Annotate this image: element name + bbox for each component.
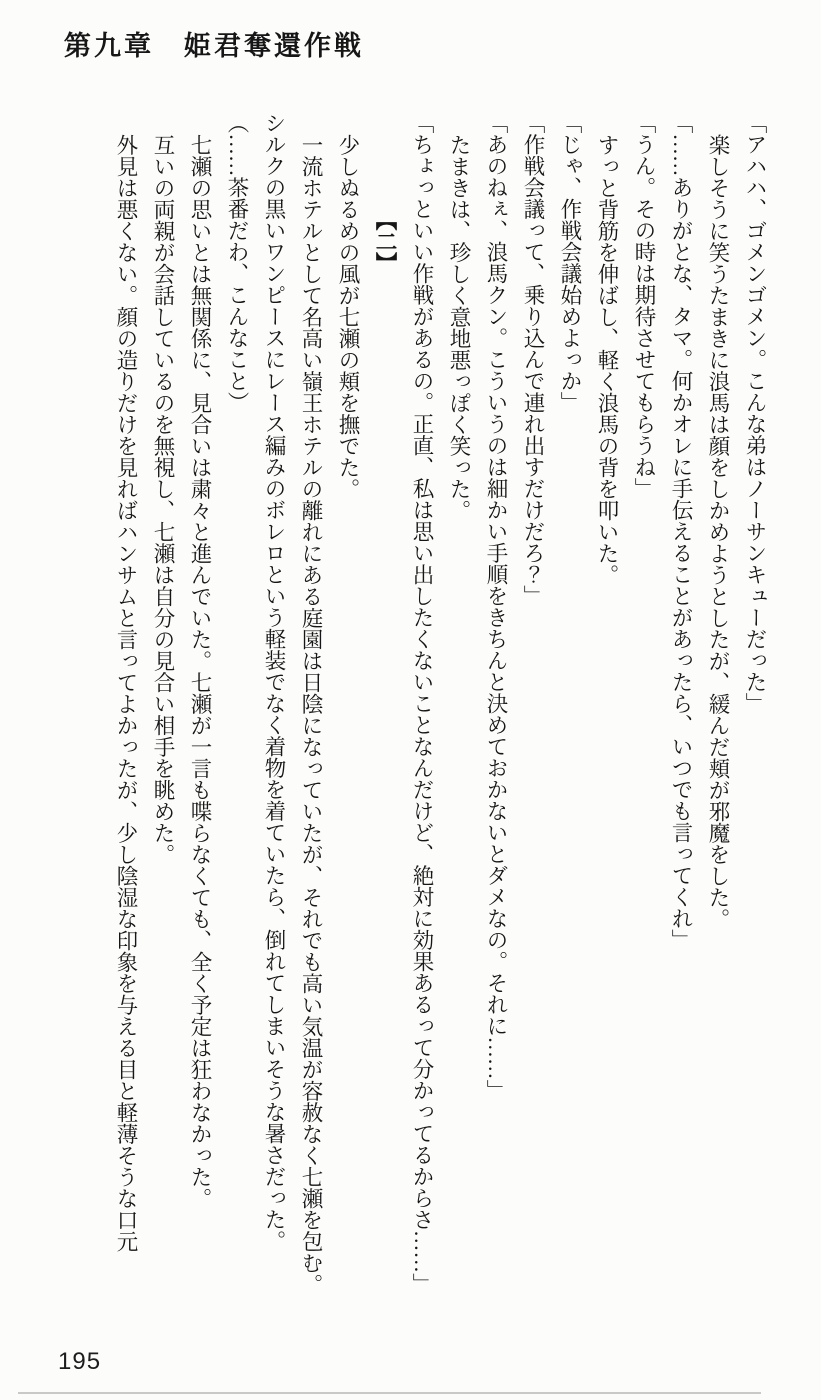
paragraph-narrative: 一流ホテルとして名高い嶺王ホテルの離れにある庭園は日陰になっていたが、それでも高い気温が容赦なく七瀬を包む。シルクの黒いワンピースにレース編みのボレロという軽装でなく着物を着ていたら、倒れてしまいそうな暑さだった。 <box>262 112 323 1295</box>
paragraph-narrative: すっと背筋を伸ばし、軽く浪馬の背を叩いた。 <box>595 133 619 585</box>
paragraph-monologue: （……茶番だわ、こんなこと） <box>225 112 249 413</box>
paragraph-narrative: 楽しそうに笑うたまきに浪馬は顔をしかめようとしたが、緩んだ頬が邪魔をした。 <box>706 133 730 929</box>
paragraph-dialogue: 「うん。その時は期待させてもらうね」 <box>632 112 656 499</box>
paragraph-narrative: 外見は悪くない。顔の造りだけを見ればハンサムと言ってよかったが、少し陰湿な印象を与える目と軽薄そうな口元 <box>114 133 138 1252</box>
scan-edge-line <box>18 1392 761 1394</box>
paragraph-dialogue: 「アハハ、ゴメンゴメン。こんな弟はノーサンキューだった」 <box>743 112 767 714</box>
chapter-title: 第九章 姫君奪還作戦 <box>64 31 364 61</box>
paragraph-narrative: 少しぬるめの風が七瀬の頬を撫でた。 <box>336 133 360 499</box>
paragraph-narrative: 互いの両親が会話しているのを無視し、七瀬は自分の見合い相手を眺めた。 <box>151 133 175 865</box>
paragraph-narrative: 七瀬の思いとは無関係に、見合いは粛々と進んでいた。七瀬が一言も喋らなくても、全く予定は狂わなかった。 <box>188 133 212 1209</box>
section-heading: 【二】 <box>373 208 397 274</box>
paragraph-dialogue: 「ちょっといい作戦があるの。正直、私は思い出したくないことなんだけど、絶対に効果あるって分かってるからさ……」 <box>410 112 434 1295</box>
paragraph-dialogue: 「……ありがとな、タマ。何かオレに手伝えることがあったら、いつでも言ってくれ」 <box>669 112 693 951</box>
paragraph-dialogue: 「作戦会議って、乗り込んで連れ出すだけだろ？」 <box>521 112 545 607</box>
paragraph-narrative: たまきは、珍しく意地悪っぽく笑った。 <box>447 133 471 521</box>
paragraph-dialogue: 「あのねぇ、浪馬クン。こういうのは細かい手順をきちんと決めておかないとダメなの。それに……」 <box>484 112 508 1101</box>
page-number: 195 <box>58 1348 102 1375</box>
page-body <box>107 112 773 1308</box>
paragraph-dialogue: 「じゃ、作戦会議始めよっか」 <box>558 112 582 413</box>
